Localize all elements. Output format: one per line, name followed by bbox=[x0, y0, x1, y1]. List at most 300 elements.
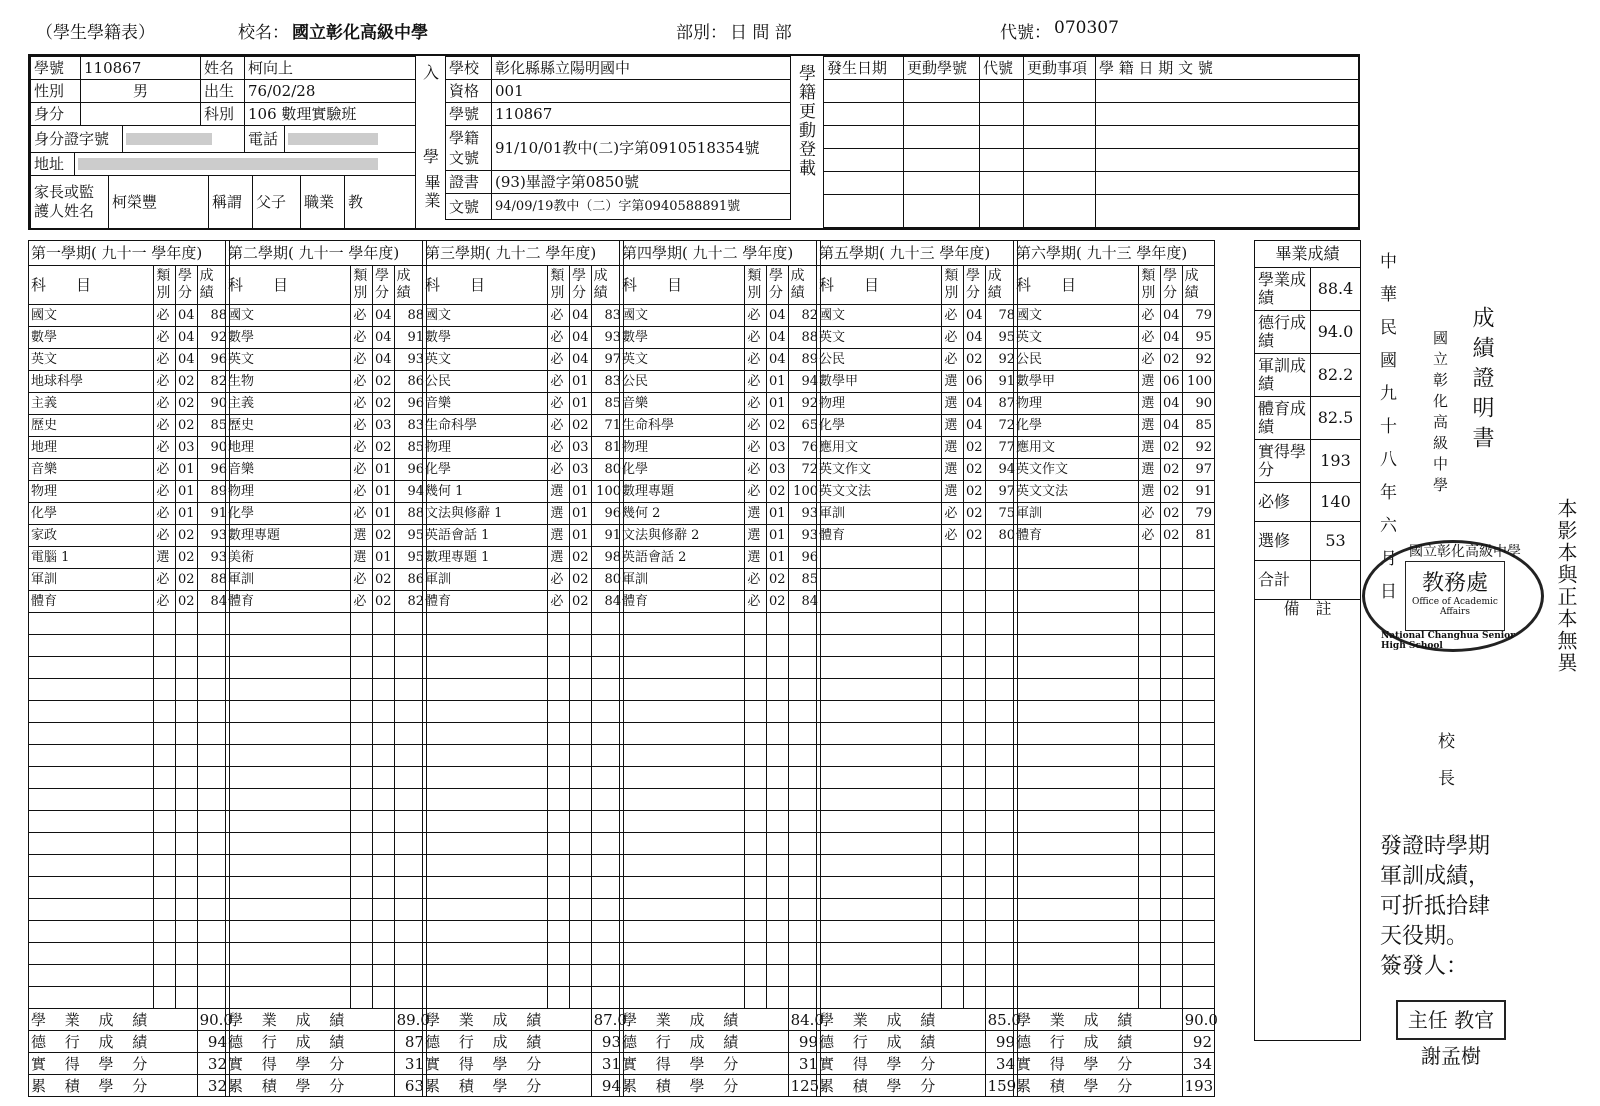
course-score: 93 bbox=[197, 547, 229, 569]
student-info-table bbox=[30, 56, 416, 126]
course-row bbox=[29, 305, 230, 327]
adm-reg-label: 學籍文號 bbox=[446, 126, 492, 171]
course-credit: 01 bbox=[175, 459, 197, 481]
academic-label: 學 業 成 績 bbox=[817, 1009, 986, 1031]
course-score: 100 bbox=[591, 481, 623, 503]
admission-side-mid: 學 bbox=[423, 147, 440, 166]
course-score: 96 bbox=[394, 459, 426, 481]
course-row bbox=[620, 437, 821, 459]
empty-row bbox=[226, 635, 427, 657]
course-type: 必 bbox=[351, 459, 373, 481]
course-credit: 01 bbox=[569, 525, 591, 547]
course-credit: 03 bbox=[766, 459, 788, 481]
empty-row bbox=[817, 723, 1018, 745]
school-name: 國立彰化高級中學 bbox=[292, 23, 428, 43]
course-row bbox=[620, 327, 821, 349]
course-score: 71 bbox=[591, 415, 623, 437]
empty-row bbox=[620, 701, 821, 723]
course-name: 體育 bbox=[29, 591, 154, 613]
adm-reg: 91/10/01教中(二)字第0910518354號 bbox=[492, 126, 791, 171]
semester-title: 第五學期( 九十三 學年度) bbox=[817, 241, 1018, 266]
gender-label: 性別 bbox=[31, 80, 81, 103]
empty-row bbox=[817, 591, 1018, 613]
semester-table bbox=[28, 240, 233, 1097]
empty-row bbox=[817, 811, 1018, 833]
course-name: 軍訓 bbox=[620, 569, 745, 591]
course-type: 必 bbox=[548, 569, 570, 591]
empty-row bbox=[226, 811, 427, 833]
course-credit: 02 bbox=[1160, 503, 1182, 525]
grad-row bbox=[1255, 354, 1361, 397]
empty-row bbox=[29, 679, 230, 701]
guardian-label: 家長或監護人姓名 bbox=[31, 176, 109, 229]
empty-row bbox=[1014, 613, 1215, 635]
empty-row bbox=[226, 767, 427, 789]
course-score: 83 bbox=[591, 371, 623, 393]
grad-cert: (93)畢證字第0850號 bbox=[492, 171, 791, 194]
course-credit: 02 bbox=[1160, 349, 1182, 371]
grad-label: 選修 bbox=[1255, 522, 1311, 561]
idcard-label: 身分證字號 bbox=[31, 126, 123, 153]
grad-label: 軍訓成績 bbox=[1255, 354, 1311, 397]
empty-row bbox=[817, 855, 1018, 877]
course-row bbox=[226, 591, 427, 613]
course-credit: 02 bbox=[175, 393, 197, 415]
course-name: 化學 bbox=[226, 503, 351, 525]
cumulative-label: 累 積 學 分 bbox=[817, 1075, 986, 1097]
course-name: 主義 bbox=[226, 393, 351, 415]
course-score: 91 bbox=[985, 371, 1017, 393]
empty-row bbox=[817, 833, 1018, 855]
semester-conduct-row bbox=[226, 1031, 427, 1053]
empty-row bbox=[226, 921, 427, 943]
course-row bbox=[620, 349, 821, 371]
empty-row bbox=[1014, 789, 1215, 811]
status-label: 身分 bbox=[31, 103, 81, 126]
grad-label: 德行成績 bbox=[1255, 311, 1311, 354]
empty-row bbox=[29, 701, 230, 723]
semester-2 bbox=[225, 240, 430, 1097]
conduct-label: 德 行 成 績 bbox=[1014, 1031, 1183, 1053]
grad-row bbox=[1255, 311, 1361, 354]
name-label: 姓名 bbox=[201, 57, 245, 80]
course-name: 英語會話 2 bbox=[620, 547, 745, 569]
empty-row bbox=[226, 943, 427, 965]
grad-remarks-label: 備 註 bbox=[1255, 600, 1361, 1041]
stamp-office-en: Office of Academic Affairs bbox=[1412, 597, 1498, 617]
course-credit: 01 bbox=[569, 481, 591, 503]
score-header: 成績 bbox=[394, 266, 426, 305]
address-label: 地址 bbox=[31, 153, 75, 176]
adm-school-label: 學校 bbox=[446, 57, 492, 80]
course-score: 77 bbox=[985, 437, 1017, 459]
course-type: 選 bbox=[548, 503, 570, 525]
empty-row bbox=[620, 811, 821, 833]
course-type: 選 bbox=[548, 525, 570, 547]
course-row bbox=[226, 305, 427, 327]
phone-label: 電話 bbox=[245, 126, 285, 153]
grad-label: 學業成績 bbox=[1255, 268, 1311, 311]
course-name: 幾何 2 bbox=[620, 503, 745, 525]
school-label: 校名： bbox=[238, 23, 289, 43]
course-type: 選 bbox=[745, 547, 767, 569]
course-name: 英文 bbox=[29, 349, 154, 371]
cert-school: 國立彰化高級中學 bbox=[1431, 330, 1449, 498]
empty-row bbox=[620, 613, 821, 635]
academic-label: 學 業 成 績 bbox=[620, 1009, 789, 1031]
empty-row bbox=[620, 921, 821, 943]
course-type: 必 bbox=[154, 459, 176, 481]
course-score: 76 bbox=[788, 437, 820, 459]
credits-label: 實 得 學 分 bbox=[226, 1053, 395, 1075]
course-type: 必 bbox=[154, 327, 176, 349]
course-name: 生命科學 bbox=[423, 415, 548, 437]
course-credit: 02 bbox=[372, 525, 394, 547]
course-credit: 03 bbox=[569, 437, 591, 459]
course-credit: 03 bbox=[175, 437, 197, 459]
grad-label: 必修 bbox=[1255, 483, 1311, 522]
course-name: 文法與修辭 2 bbox=[620, 525, 745, 547]
course-score: 94 bbox=[394, 481, 426, 503]
course-score: 92 bbox=[197, 327, 229, 349]
course-row bbox=[620, 569, 821, 591]
semester-title: 第四學期( 九十二 學年度) bbox=[620, 241, 821, 266]
course-credit: 01 bbox=[569, 503, 591, 525]
course-type: 必 bbox=[154, 503, 176, 525]
course-row bbox=[29, 591, 230, 613]
empty-row bbox=[620, 745, 821, 767]
empty-row bbox=[423, 789, 624, 811]
course-row bbox=[1014, 525, 1215, 547]
chg-h-id: 更動學號 bbox=[904, 57, 980, 80]
course-row bbox=[226, 525, 427, 547]
course-name: 英文 bbox=[226, 349, 351, 371]
stamp-office-cn: 教務處 bbox=[1421, 571, 1488, 596]
type-header: 類別 bbox=[1139, 266, 1161, 305]
semester-academic-row bbox=[423, 1009, 624, 1031]
semester-table bbox=[422, 240, 627, 1097]
graduation-side: 畢業 bbox=[422, 174, 441, 210]
credits-value: 31 bbox=[788, 1053, 820, 1075]
empty-row bbox=[226, 877, 427, 899]
idcard-redacted bbox=[123, 126, 245, 153]
empty-row bbox=[817, 965, 1018, 987]
course-type: 選 bbox=[1139, 459, 1161, 481]
empty-row bbox=[226, 745, 427, 767]
conduct-label: 德 行 成 績 bbox=[29, 1031, 198, 1053]
course-name: 國文 bbox=[620, 305, 745, 327]
course-row bbox=[620, 305, 821, 327]
course-type: 必 bbox=[351, 371, 373, 393]
code-label: 代號： bbox=[1000, 23, 1051, 43]
course-row bbox=[423, 305, 624, 327]
course-name: 國文 bbox=[423, 305, 548, 327]
course-type: 選 bbox=[942, 437, 964, 459]
course-row bbox=[817, 305, 1018, 327]
course-row bbox=[1014, 481, 1215, 503]
course-type: 必 bbox=[351, 591, 373, 613]
course-row bbox=[817, 459, 1018, 481]
course-name: 公民 bbox=[1014, 349, 1139, 371]
semester-conduct-row bbox=[29, 1031, 230, 1053]
address-row bbox=[30, 152, 416, 176]
cumulative-value: 94 bbox=[591, 1075, 623, 1097]
course-score: 91 bbox=[1182, 481, 1214, 503]
grad-value: 53 bbox=[1311, 522, 1361, 561]
course-score: 91 bbox=[394, 327, 426, 349]
empty-row bbox=[423, 943, 624, 965]
course-name: 家政 bbox=[29, 525, 154, 547]
course-score: 89 bbox=[197, 481, 229, 503]
course-credit: 02 bbox=[963, 459, 985, 481]
course-credit: 04 bbox=[569, 327, 591, 349]
course-name: 歷史 bbox=[226, 415, 351, 437]
course-score: 92 bbox=[1182, 349, 1214, 371]
empty-row bbox=[620, 855, 821, 877]
course-credit: 04 bbox=[963, 415, 985, 437]
course-credit: 01 bbox=[569, 393, 591, 415]
course-credit: 02 bbox=[175, 415, 197, 437]
grad-label: 合計 bbox=[1255, 561, 1311, 600]
course-credit: 02 bbox=[766, 569, 788, 591]
course-credit: 04 bbox=[963, 393, 985, 415]
course-type: 必 bbox=[154, 371, 176, 393]
empty-row bbox=[423, 899, 624, 921]
course-score: 72 bbox=[985, 415, 1017, 437]
course-credit: 04 bbox=[963, 327, 985, 349]
empty-row bbox=[423, 855, 624, 877]
empty-row bbox=[29, 877, 230, 899]
course-score: 86 bbox=[394, 371, 426, 393]
course-credit: 02 bbox=[1160, 481, 1182, 503]
semester-cumulative-row bbox=[423, 1075, 624, 1097]
course-row bbox=[620, 503, 821, 525]
academic-value: 85.0 bbox=[985, 1009, 1017, 1031]
dept-value: 日 間 部 bbox=[730, 23, 792, 43]
empty-row bbox=[817, 657, 1018, 679]
course-row bbox=[29, 437, 230, 459]
credits-value: 34 bbox=[985, 1053, 1017, 1075]
course-name: 地理 bbox=[29, 437, 154, 459]
course-score: 85 bbox=[1182, 415, 1214, 437]
course-name: 英文作文 bbox=[817, 459, 942, 481]
grad-value: 88.4 bbox=[1311, 268, 1361, 311]
empty-row bbox=[1014, 811, 1215, 833]
course-row bbox=[226, 437, 427, 459]
conduct-label: 德 行 成 績 bbox=[620, 1031, 789, 1053]
empty-row bbox=[423, 657, 624, 679]
academic-value: 89.0 bbox=[394, 1009, 426, 1031]
grad-row bbox=[1255, 522, 1361, 561]
empty-row bbox=[1014, 569, 1215, 591]
academic-value: 84.0 bbox=[788, 1009, 820, 1031]
course-name: 英文 bbox=[620, 349, 745, 371]
cumulative-label: 累 積 學 分 bbox=[620, 1075, 789, 1097]
grad-title: 畢業成績 bbox=[1255, 241, 1361, 268]
empty-row bbox=[817, 921, 1018, 943]
course-credit: 02 bbox=[175, 569, 197, 591]
guardian-job: 教 bbox=[345, 176, 416, 229]
adm-sid: 110867 bbox=[492, 103, 791, 126]
course-type: 必 bbox=[745, 393, 767, 415]
course-name: 數理專題 bbox=[226, 525, 351, 547]
course-score: 94 bbox=[788, 371, 820, 393]
grad-row bbox=[1255, 268, 1361, 311]
course-score: 92 bbox=[985, 349, 1017, 371]
empty-row bbox=[817, 877, 1018, 899]
course-credit: 02 bbox=[963, 503, 985, 525]
empty-row bbox=[423, 613, 624, 635]
empty-row bbox=[620, 635, 821, 657]
subject-header: 科 目 bbox=[620, 266, 745, 305]
course-credit: 01 bbox=[766, 371, 788, 393]
conduct-value: 93 bbox=[591, 1031, 623, 1053]
semester-cumulative-row bbox=[620, 1075, 821, 1097]
course-score: 79 bbox=[1182, 503, 1214, 525]
subject-header: 科 目 bbox=[226, 266, 351, 305]
grad-value bbox=[1311, 561, 1361, 600]
empty-row bbox=[423, 811, 624, 833]
course-score: 85 bbox=[197, 415, 229, 437]
score-header: 成績 bbox=[985, 266, 1017, 305]
course-type: 選 bbox=[942, 393, 964, 415]
empty-row bbox=[620, 657, 821, 679]
course-row bbox=[29, 547, 230, 569]
course-row bbox=[620, 547, 821, 569]
course-name: 體育 bbox=[817, 525, 942, 547]
course-row bbox=[29, 393, 230, 415]
course-name: 國文 bbox=[817, 305, 942, 327]
course-row bbox=[620, 481, 821, 503]
academic-label: 學 業 成 績 bbox=[29, 1009, 198, 1031]
admission-side-top: 入 bbox=[423, 63, 440, 82]
credits-label: 實 得 學 分 bbox=[423, 1053, 592, 1075]
remark-signer-label: 簽發人： bbox=[1380, 954, 1469, 979]
student-major: 106 數理實驗班 bbox=[245, 103, 416, 126]
empty-row bbox=[1014, 899, 1215, 921]
student-id-row bbox=[30, 125, 416, 153]
course-type: 必 bbox=[154, 415, 176, 437]
course-score: 91 bbox=[591, 525, 623, 547]
course-score: 93 bbox=[788, 525, 820, 547]
course-name: 軍訓 bbox=[29, 569, 154, 591]
credits-value: 34 bbox=[1182, 1053, 1214, 1075]
semester-academic-row bbox=[817, 1009, 1018, 1031]
course-type: 必 bbox=[351, 481, 373, 503]
course-type: 必 bbox=[745, 415, 767, 437]
course-type: 必 bbox=[351, 393, 373, 415]
course-row bbox=[423, 459, 624, 481]
course-credit: 02 bbox=[569, 569, 591, 591]
course-score: 85 bbox=[788, 569, 820, 591]
course-name: 音樂 bbox=[620, 393, 745, 415]
subject-header: 科 目 bbox=[29, 266, 154, 305]
empty-row bbox=[817, 679, 1018, 701]
course-score: 81 bbox=[1182, 525, 1214, 547]
signer-seal: 主任 教官 謝孟樹 bbox=[1396, 1000, 1506, 1040]
course-credit: 01 bbox=[372, 503, 394, 525]
course-type: 必 bbox=[942, 305, 964, 327]
course-name: 物理 bbox=[1014, 393, 1139, 415]
changes-side-label: 學籍更動登載 bbox=[795, 64, 815, 178]
course-type: 必 bbox=[351, 415, 373, 437]
course-row bbox=[226, 547, 427, 569]
empty-row bbox=[817, 899, 1018, 921]
course-score: 95 bbox=[1182, 327, 1214, 349]
course-score: 93 bbox=[197, 525, 229, 547]
admission-table bbox=[445, 56, 791, 220]
empty-row bbox=[817, 943, 1018, 965]
conduct-value: 99 bbox=[985, 1031, 1017, 1053]
course-name: 英文 bbox=[423, 349, 548, 371]
empty-row bbox=[423, 987, 624, 1009]
course-score: 88 bbox=[394, 305, 426, 327]
empty-row bbox=[226, 701, 427, 723]
course-row bbox=[29, 349, 230, 371]
course-name: 英文 bbox=[1014, 327, 1139, 349]
semester-title: 第三學期( 九十二 學年度) bbox=[423, 241, 624, 266]
course-type: 必 bbox=[1139, 503, 1161, 525]
course-score: 90 bbox=[197, 437, 229, 459]
guardian-name: 柯榮豐 bbox=[109, 176, 209, 229]
course-credit: 01 bbox=[175, 481, 197, 503]
course-score: 95 bbox=[985, 327, 1017, 349]
empty-row bbox=[620, 899, 821, 921]
empty-row bbox=[423, 701, 624, 723]
course-type: 選 bbox=[942, 459, 964, 481]
course-name: 公民 bbox=[423, 371, 548, 393]
cumulative-value: 32 bbox=[197, 1075, 229, 1097]
course-score: 88 bbox=[197, 305, 229, 327]
course-row bbox=[817, 349, 1018, 371]
empty-row bbox=[423, 833, 624, 855]
course-name: 公民 bbox=[620, 371, 745, 393]
empty-row bbox=[817, 789, 1018, 811]
empty-row bbox=[29, 921, 230, 943]
course-name: 數學 bbox=[423, 327, 548, 349]
course-credit: 02 bbox=[175, 525, 197, 547]
course-credit: 02 bbox=[766, 591, 788, 613]
course-type: 選 bbox=[1139, 481, 1161, 503]
type-header: 類別 bbox=[942, 266, 964, 305]
course-row bbox=[423, 547, 624, 569]
course-type: 必 bbox=[548, 393, 570, 415]
course-score: 88 bbox=[197, 569, 229, 591]
empty-row bbox=[620, 965, 821, 987]
course-type: 必 bbox=[1139, 327, 1161, 349]
semester-1 bbox=[28, 240, 233, 1097]
course-name: 國文 bbox=[29, 305, 154, 327]
course-row bbox=[423, 327, 624, 349]
course-type: 必 bbox=[548, 437, 570, 459]
course-type: 選 bbox=[1139, 393, 1161, 415]
empty-row bbox=[817, 547, 1018, 569]
grad-value: 94.0 bbox=[1311, 311, 1361, 354]
course-score: 82 bbox=[394, 591, 426, 613]
course-name: 化學 bbox=[423, 459, 548, 481]
course-type: 選 bbox=[548, 481, 570, 503]
empty-row bbox=[817, 767, 1018, 789]
chg-h-code: 代號 bbox=[980, 57, 1024, 80]
type-header: 類別 bbox=[548, 266, 570, 305]
grad-label: 體育成績 bbox=[1255, 397, 1311, 440]
course-row bbox=[423, 569, 624, 591]
course-credit: 02 bbox=[175, 591, 197, 613]
semester-cumulative-row bbox=[226, 1075, 427, 1097]
course-type: 必 bbox=[154, 525, 176, 547]
course-name: 電腦 1 bbox=[29, 547, 154, 569]
guardian-row bbox=[30, 175, 416, 229]
